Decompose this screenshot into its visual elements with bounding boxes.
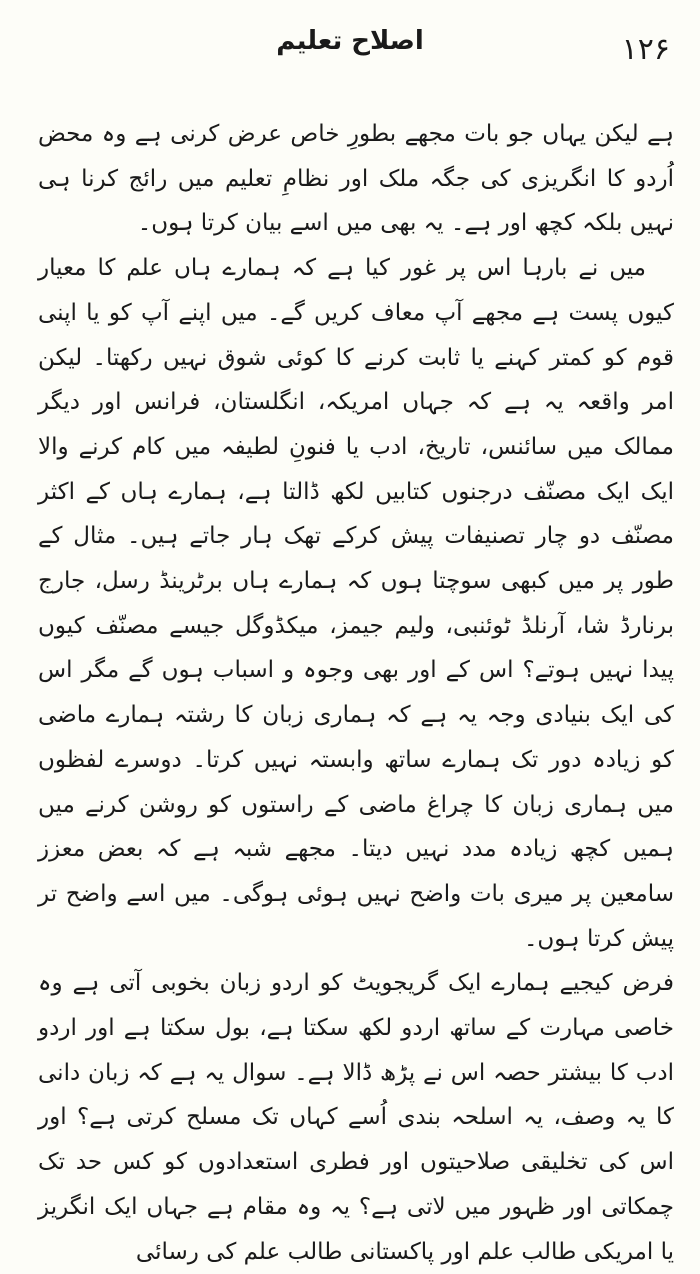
paragraph-1: ہے لیکن یہاں جو بات مجھے بطورِ خاص عرض کرنی ہے وہ محض اُردو کا انگریزی کی جگہ ملک اور نظامِ تعلیم میں رائج کرنا ہی نہیں بلکہ کچھ اور ہے۔ یہ بھی میں اسے بیان کرتا ہوں۔ — [38, 121, 674, 237]
page-number: ۱۲۶ — [621, 32, 670, 67]
paragraph-2: میں نے بارہا اس پر غور کیا ہے کہ ہمارے ہاں علم کا معیار کیوں پست ہے مجھے آپ معاف کریں گے۔ میں اپنے آپ کو یا اپنی قوم کو کمتر کہنے یا ثابت کرنے کا کوئی شوق نہیں رکھتا۔ لیکن امر واقعہ یہ ہے کہ جہاں امریکہ، انگلستان، فرانس اور دیگر ممالک میں سائنس، تاریخ، ادب یا فنونِ لطیفہ میں کام کرنے والا ایک ایک مصنّف درجنوں کتابیں لکھ ڈالتا ہے، ہمارے ہاں کے اکثر مصنّف دو چار تصنیفات پیش کرکے تھک ہار جاتے ہیں۔ مثال کے طور پر میں کبھی سوچتا ہوں کہ ہمارے ہاں برٹرینڈ رسل، جارج برنارڈ شا، آرنلڈ ٹوئنبی، ولیم جیمز، میکڈوگل جیسے مصنّف کیوں پیدا نہیں ہوتے؟ اس کے اور بھی وجوہ و اسباب ہوں گے مگر اس کی ایک بنیادی وجہ یہ ہے کہ ہماری زبان کا رشتہ ہمارے ماضی کو زیادہ دور تک ہمارے ساتھ وابستہ نہیں کرتا۔ دوسرے لفظوں میں ہماری زبان کا چراغ ماضی کے راستوں کو روشن کرنے میں ہمیں کچھ زیادہ مدد نہیں دیتا۔ مجھے شبہ ہے کہ بعض معزز سامعین پر میری بات واضح نہیں ہوئی ہوگی۔ میں اسے واضح تر پیش کرتا ہوں۔ — [38, 255, 674, 952]
page-title: اصلاح تعلیم — [276, 26, 424, 56]
body-text — [38, 112, 674, 1274]
paragraph-3: فرض کیجیے ہمارے ایک گریجویٹ کو اردو زبان بخوبی آتی ہے وہ خاصی مہارت کے ساتھ اردو لکھ سکتا ہے، بول سکتا ہے اور اردو ادب کا بیشتر حصہ اس نے پڑھ ڈالا ہے۔ سوال یہ ہے کہ زبان دانی کا یہ وصف، یہ اسلحہ بندی اُسے کہاں تک مسلح کرتی ہے؟ اور اس کی تخلیقی صلاحیتوں اور فطری استعدادوں کو کس حد تک چمکاتی اور ظہور میں لاتی ہے؟ یہ وہ مقام ہے جہاں ایک انگریز یا امریکی طالب علم اور پاکستانی طالب علم کی رسائی — [38, 970, 674, 1265]
